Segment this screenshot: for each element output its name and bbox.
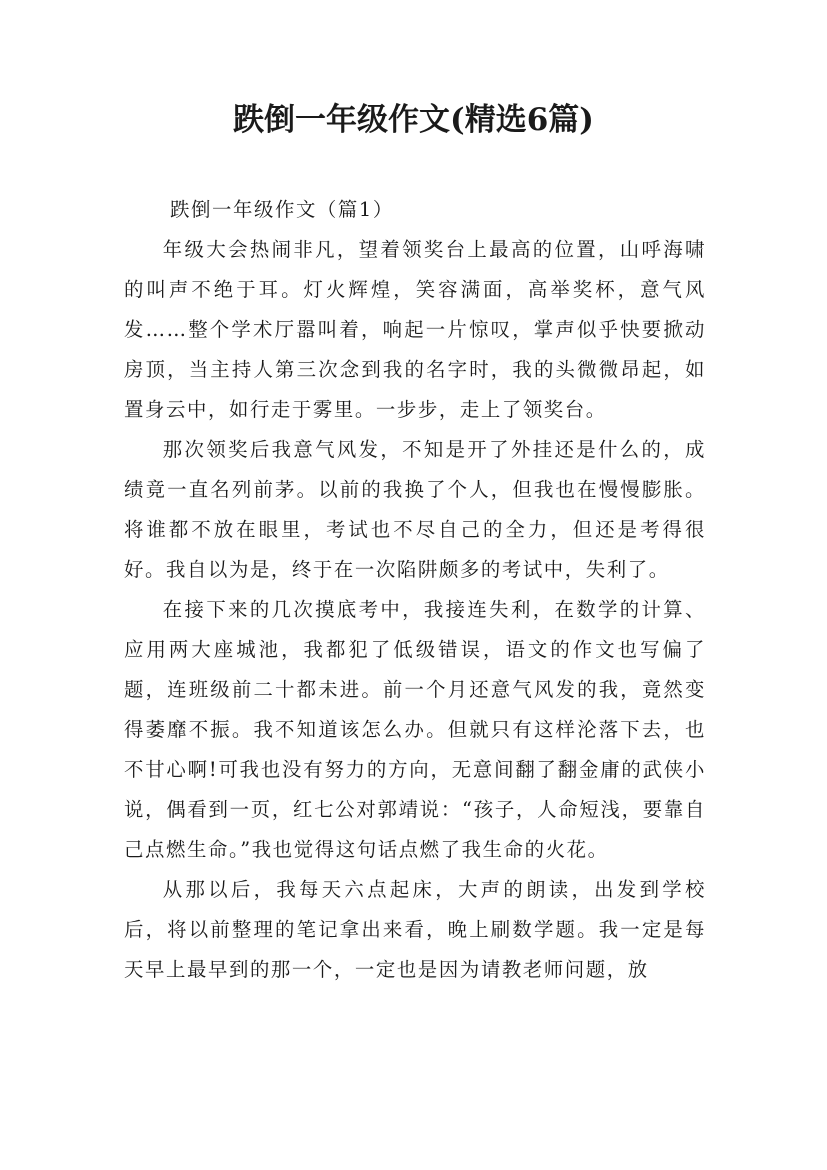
document-body	[124, 190, 706, 990]
paragraph-3: 在接下来的几次摸底考中，我接连失利，在数学的计算、应用两大座城池，我都犯了低级错误，语文的作文也写偏了题，连班级前二十都未进。前一个月还意气风发的我，竟然变得萎靡不振。我不知道该怎么办。但就只有这样沦落下去，也不甘心啊!可我也没有努力的方向，无意间翻了翻金庸的武侠小说，偶看到一页，红七公对郭靖说：“孩子，人命短浅，要靠自己点燃生命。”我也觉得这句话点燃了我生命的火花。	[124, 598, 706, 861]
paragraph-2: 那次领奖后我意气风发，不知是开了外挂还是什么的，成绩竟一直名列前茅。以前的我换了个人，但我也在慢慢膨胀。将谁都不放在眼里，考试也不尽自己的全力，但还是考得很好。我自以为是，终于在一次陷阱颇多的考试中，失利了。	[124, 438, 706, 581]
section-heading: 跌倒一年级作文（篇1）	[170, 198, 394, 221]
paragraph-1: 年级大会热闹非凡，望着领奖台上最高的位置，山呼海啸的叫声不绝于耳。灯火辉煌，笑容满面，高举奖杯，意气风发……整个学术厅嚣叫着，响起一片惊叹，掌声似乎快要掀动房顶，当主持人第三次念到我的名字时，我的头微微昂起，如置身云中，如行走于雾里。一步步，走上了领奖台。	[124, 238, 706, 421]
document-title: 跌倒一年级作文(精选6篇)	[233, 102, 594, 138]
paragraph-4: 从那以后，我每天六点起床，大声的朗读，出发到学校后，将以前整理的笔记拿出来看，晚上刷数学题。我一定是每天早上最早到的那一个，一定也是因为请教老师问题，放	[124, 878, 706, 981]
